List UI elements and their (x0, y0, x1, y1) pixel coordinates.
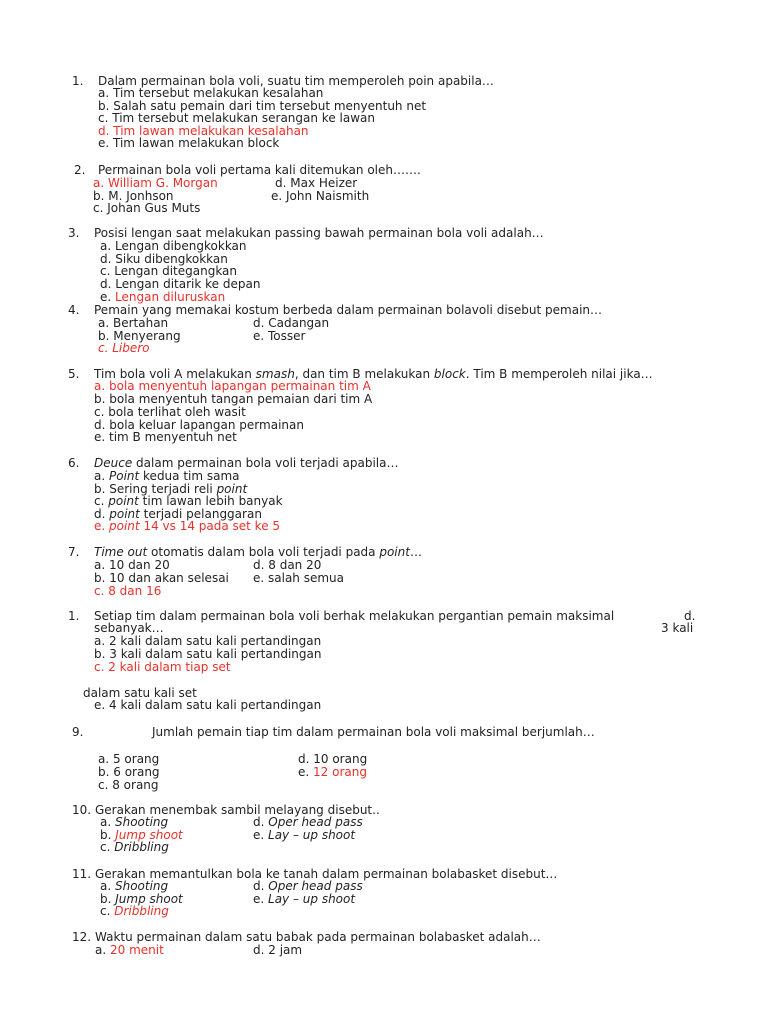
term-point: point (109, 519, 140, 533)
option-a-answer: a. William G. Morgan (93, 176, 218, 190)
option-e: e. Tosser (253, 329, 306, 343)
question-3-text: Posisi lengan saat melakukan passing bawah permainan bola voli adalah… (94, 226, 544, 240)
option-a: a. 10 dan 20 (94, 558, 170, 572)
option-prefix: d. (253, 879, 269, 893)
option-d: d. Cadangan (253, 316, 330, 330)
question-9-text: Jumlah pemain tiap tim dalam permainan bola voli maksimal berjumlah… (152, 725, 595, 739)
option-text: Shooting (114, 815, 169, 829)
option-text: Shooting (114, 879, 169, 893)
option-c (100, 841, 169, 854)
term-time-out: Time out (94, 545, 148, 559)
option-e: e. John Naismith (271, 189, 370, 203)
option-c-answer: c. Libero (98, 341, 150, 355)
question-4-number: 4. (68, 303, 80, 317)
option-e (253, 829, 355, 842)
option-rest: kedua tim sama (139, 469, 240, 483)
option-e-answer (94, 520, 280, 533)
term-deuce: Deuce (94, 456, 133, 470)
answer-text: 12 orang (313, 765, 367, 779)
option-d: d. Max Heizer (275, 176, 358, 190)
option-e-answer (298, 766, 367, 779)
option-a-answer: a. bola menyentuh lapangan permainan tim A (94, 379, 371, 393)
option-b: b. Menyerang (98, 329, 181, 343)
option-c: c. 8 orang (98, 778, 159, 792)
option-text: Lay – up shoot (268, 892, 356, 906)
question-2-text: Permainan bola voli pertama kali ditemukan oleh……. (98, 163, 421, 177)
option-a: a. 5 orang (98, 752, 160, 766)
option-b: b. 6 orang (98, 765, 160, 779)
option-prefix: a. (94, 469, 109, 483)
text-part: , dan tim B melakukan (294, 367, 434, 381)
option-prefix: d. (94, 507, 110, 521)
option-rest: tim lawan lebih banyak (138, 494, 283, 508)
option-c: c. Johan Gus Muts (93, 201, 201, 215)
option-a: a. Tim tersebut melakukan kesalahan (98, 86, 324, 100)
question-12-text: Waktu permainan dalam satu babak pada permainan bolabasket adalah… (95, 930, 541, 944)
option-c: c. bola terlihat oleh wasit (94, 405, 246, 419)
option-prefix: e. (94, 519, 110, 533)
text-part: . Tim B memperoleh nilai jika… (465, 367, 653, 381)
option-text: Jump shoot (115, 892, 183, 906)
question-7-number: 7. (68, 545, 80, 559)
term-point: point (216, 482, 248, 496)
text-part: otomatis dalam bola voli terjadi pada (147, 545, 380, 559)
option-e: e. tim B menyentuh net (94, 430, 237, 444)
option-text: Lay – up shoot (268, 828, 356, 842)
option-text: Oper head pass (268, 815, 363, 829)
term-point: Point (108, 469, 140, 483)
option-prefix: c. (94, 494, 109, 508)
option-e: e. salah semua (253, 571, 345, 585)
text-part: Tim bola voli A melakukan (94, 367, 256, 381)
option-prefix: b. Sering terjadi reli (94, 482, 217, 496)
option-prefix: c. (100, 840, 115, 854)
option-d: d. 2 jam (253, 943, 303, 957)
option-a: a. Bertahan (98, 316, 169, 330)
term-point: point (109, 507, 140, 521)
option-prefix: e. (100, 290, 116, 304)
option-d: d. 10 orang (298, 752, 368, 766)
term-point: point (108, 494, 139, 508)
option-d-value: 3 kali (661, 621, 694, 635)
option-b: b. 10 dan akan selesai (94, 571, 229, 585)
question-1-number: 1. (72, 74, 84, 88)
option-prefix: c. (100, 904, 115, 918)
option-b: b. 3 kali dalam satu kali pertandingan (94, 647, 322, 661)
option-text: Oper head pass (268, 879, 363, 893)
question-11-number: 11. (72, 867, 92, 881)
option-a: a. Lengan dibengkokkan (100, 239, 247, 253)
option-c-answer: c. 2 kali dalam tiap set (94, 660, 231, 674)
option-a-answer (95, 944, 164, 957)
option-a: a. 2 kali dalam satu kali pertandingan (94, 634, 322, 648)
option-b: b. bola menyentuh tangan pemaian dari tim A (94, 392, 373, 406)
text-part: dalam permainan bola voli terjadi apabila… (132, 456, 399, 470)
question-1-text: Dalam permainan bola voli, suatu tim memperoleh poin apabila… (98, 74, 494, 88)
option-d-continued: dalam satu kali set (83, 686, 197, 700)
answer-text: 20 menit (109, 943, 164, 957)
question-4-text: Pemain yang memakai kostum berbeda dalam permainan bolavoli disebut pemain… (94, 303, 603, 317)
option-rest: 14 vs 14 pada set ke 5 (139, 519, 281, 533)
question-6-number: 6. (68, 456, 80, 470)
option-d-label: d. (684, 609, 696, 623)
question-12-number: 12. (72, 930, 92, 944)
option-b: b. M. Jonhson (93, 189, 174, 203)
option-prefix: e. (253, 828, 269, 842)
option-c: c. Lengan ditegangkan (100, 264, 238, 278)
answer-text: Jump shoot (115, 828, 183, 842)
question-3-number: 3. (68, 226, 80, 240)
question-8-text-continued: sebanyak… (94, 621, 164, 635)
option-c: c. Tim tersebut melakukan serangan ke lawan (98, 111, 375, 125)
question-10-text: Gerakan menembak sambil melayang disebut.. (95, 803, 380, 817)
text-part: … (409, 545, 422, 559)
option-c-answer: c. 8 dan 16 (94, 584, 162, 598)
option-e (253, 893, 355, 906)
option-prefix: b. (100, 828, 116, 842)
question-8-text: Setiap tim dalam permainan bola voli berhak melakukan pergantian pemain maksimal (94, 609, 615, 623)
option-rest: terjadi pelanggaran (139, 507, 262, 521)
question-5-number: 5. (68, 367, 80, 381)
option-d: d. 8 dan 20 (253, 558, 322, 572)
question-9-number: 9. (72, 725, 84, 739)
option-c-answer (100, 905, 169, 918)
answer-text: Dribbling (114, 904, 169, 918)
option-prefix: a. (100, 879, 115, 893)
option-prefix: a. (95, 943, 110, 957)
option-e: e. 4 kali dalam satu kali pertandingan (94, 698, 322, 712)
question-8-number: 1. (68, 609, 80, 623)
term-smash: smash (255, 367, 295, 381)
option-b: b. Salah satu pemain dari tim tersebut menyentuh net (98, 99, 427, 113)
option-d-answer: d. Tim lawan melakukan kesalahan (98, 124, 309, 138)
option-d: d. Lengan ditarik ke depan (100, 277, 261, 291)
option-e: e. Tim lawan melakukan block (98, 136, 280, 150)
question-2-number: 2. (74, 163, 86, 177)
option-d: d. Siku dibengkokkan (100, 252, 228, 266)
term-block: block (433, 367, 466, 381)
option-text: Dribbling (114, 840, 169, 854)
option-d: d. bola keluar lapangan permainan (94, 418, 304, 432)
answer-text: Lengan diluruskan (115, 290, 226, 304)
option-prefix: e. (298, 765, 314, 779)
question-10-number: 10. (72, 803, 92, 817)
question-11-text: Gerakan memantulkan bola ke tanah dalam permainan bolabasket disebut… (95, 867, 558, 881)
term-point: point (379, 545, 410, 559)
option-prefix: e. (253, 892, 269, 906)
option-prefix: d. (253, 815, 269, 829)
option-prefix: a. (100, 815, 115, 829)
option-prefix: b. (100, 892, 116, 906)
